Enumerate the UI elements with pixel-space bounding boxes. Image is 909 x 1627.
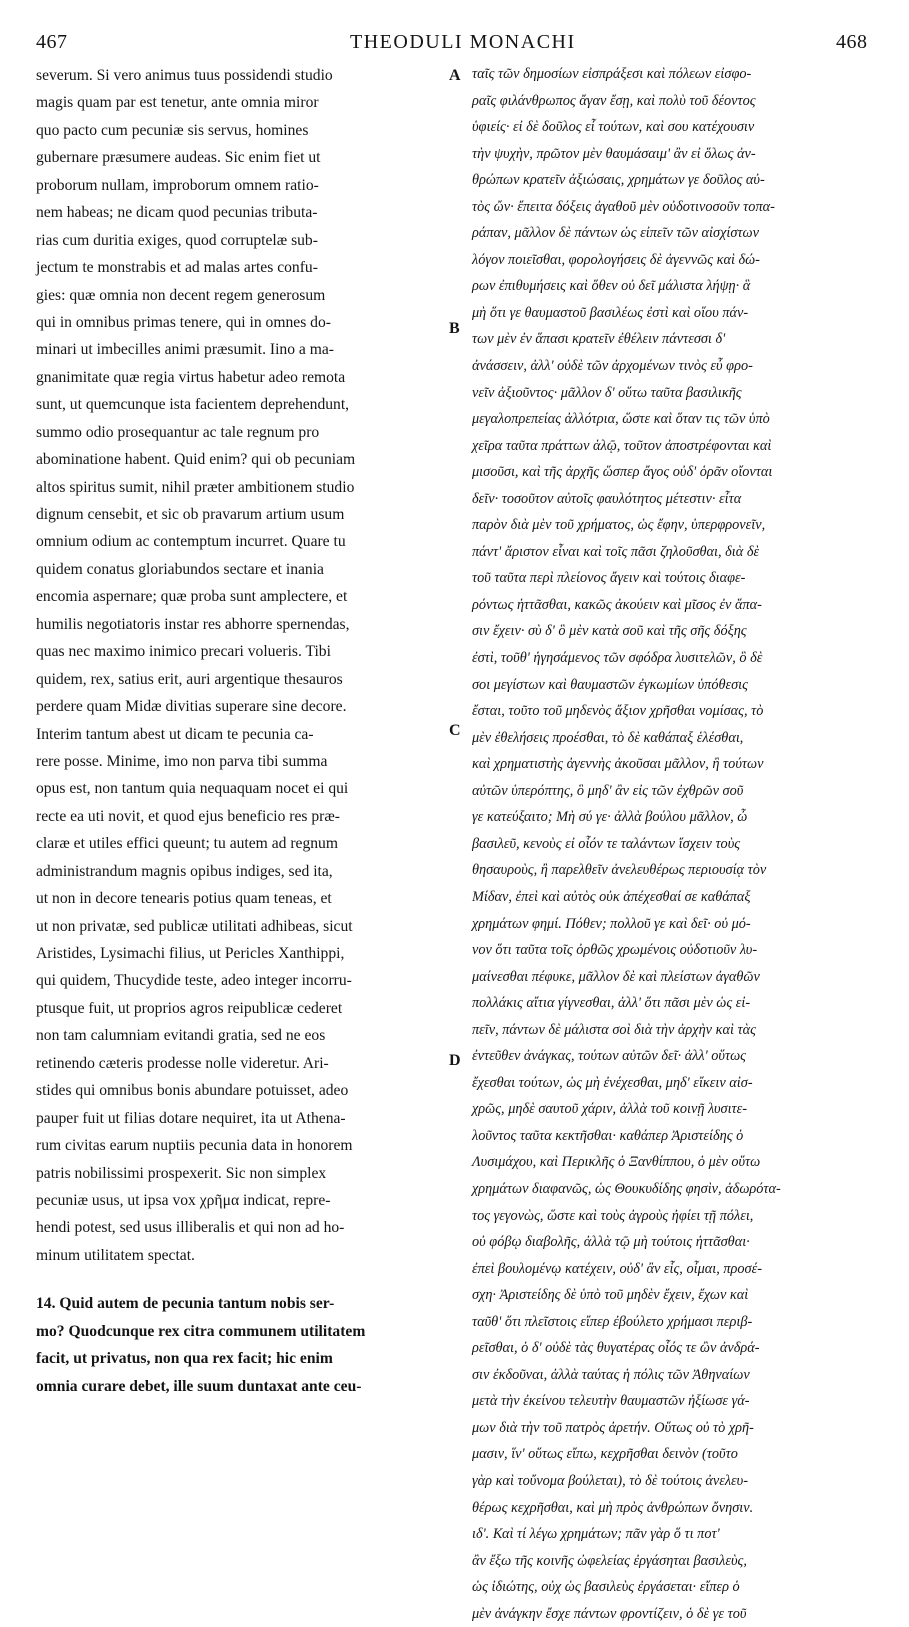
greek-column: [472, 61, 882, 1627]
greek-line: Μίδαν, ἐπεὶ καὶ αὐτὸς οὐκ ἀπέχεσθαί σε καθάπαξ: [472, 888, 751, 905]
latin-line: omnia curare debet, ille suum duntaxat ante ceu-: [36, 1377, 362, 1395]
latin-line: administrandum magnis opibus indiges, sed ita,: [36, 862, 333, 880]
latin-line: encomia aspernare; quæ proba sunt amplectere, et: [36, 588, 348, 606]
latin-line: opus est, non tantum quia nequaquam nocet ei qui: [36, 780, 349, 798]
greek-line: ἀνάσσειν, ἀλλ' οὐδὲ τῶν ἀρχομένων τινὸς εὖ φρο-: [472, 358, 753, 375]
greek-line: ἐπεὶ βουλομένῳ κατέχειν, οὐδ' ἂν εἷς, οἶμαι, προσέ-: [472, 1260, 762, 1277]
latin-line: quas nec maximo inimico precari volueris. Tibi: [36, 643, 331, 661]
latin-line: hendi potest, sed usus illiberalis et qui non ad ho-: [36, 1219, 345, 1237]
greek-line: Λυσιμάχου, καὶ Περικλῆς ὁ Ξανθίππου, ὁ μὲν οὕτω: [472, 1154, 761, 1171]
latin-line: pauper fuit ut filias dotare nequiret, ita ut Athena-: [36, 1109, 346, 1127]
greek-line: τὴν ψυχὴν, πρῶτον μὲν θαυμάσαιμ' ἂν εἰ ὅλως ἀν-: [472, 145, 756, 162]
greek-line: αὐτῶν ὑπερόπτης, ὃ μηδ' ἂν εἰς τῶν ἐχθρῶν σοῦ: [472, 782, 744, 799]
greek-line: θησαυροὺς, ἢ παρελθεῖν ἀνελευθέρως περιουσίᾳ τὸν: [472, 862, 767, 879]
greek-line: λόγον ποιεῖσθαι, φορολογήσεις δὲ ἀγεννῶς καὶ δώ-: [472, 251, 760, 268]
latin-line: humilis negotiatoris instar res abhorre spernendas,: [36, 615, 350, 633]
page-number-right: 468: [836, 31, 868, 53]
greek-line: ρων ἐπιθυμήσεις καὶ ὅθεν οὐ δεῖ μάλιστα λήψῃ· ἃ: [472, 278, 751, 295]
greek-line: ἂν ἔξω τῆς κοινῆς ὠφελείας ἐργάσηται βασιλεὺς,: [472, 1552, 747, 1569]
latin-line: minari ut imbecilles animi præsumit. Iino a ma-: [36, 341, 334, 359]
greek-line: ιδ'. Καὶ τί λέγω χρημάτων; πᾶν γὰρ ὅ τι ποτ': [472, 1526, 720, 1543]
running-title: THEODULI MONACHI: [350, 31, 576, 53]
greek-line: νον ὅτι ταῦτα τοῖς ὀρθῶς χρωμένοις οὐδοτιοῦν λυ-: [472, 942, 758, 959]
greek-line: λοῦντος ταῦτα κεκτῆσθαι· καθάπερ Ἀριστείδης ὁ: [472, 1127, 744, 1144]
greek-line: βασιλεῦ, κενοὺς εἰ οἷόν τε ταλάντων ἴσχειν τοὺς: [472, 835, 741, 852]
greek-line: ὑφιείς· εἰ δὲ δοῦλος εἶ τούτων, καὶ σου κατέχουσιν: [472, 119, 755, 136]
greek-line: τοῦ ταῦτα περὶ πλείονος ἄγειν καὶ τούτοις διαφε-: [472, 570, 746, 587]
greek-line: μὴ ὅτι γε θαυμαστοῦ βασιλέως ἐστὶ καὶ οἵου πάν-: [472, 304, 749, 321]
greek-line: των μὲν ἐν ἅπασι κρατεῖν ἐθέλειν πάντεσσι δ': [472, 331, 726, 348]
latin-line: retinendo cæteris prodesse nolle videretur. Ari-: [36, 1054, 329, 1072]
margin-letter-c: C: [449, 722, 461, 739]
latin-line: claræ et utiles effici queunt; tu autem ad regnum: [36, 835, 338, 853]
greek-line: πάντ' ἄριστον εἶναι καὶ τοῖς πᾶσι ζηλοῦσθαι, διὰ δὲ: [472, 543, 760, 560]
latin-line: stides qui omnibus bonis abundare potuisset, adeo: [36, 1082, 349, 1100]
greek-line: μὲν ἐθελήσεις προέσθαι, τὸ δὲ καθάπαξ ἑλέσθαι,: [472, 729, 744, 746]
latin-line: mo? Quodcunque rex citra communem utilitatem: [36, 1322, 366, 1340]
latin-column: [36, 62, 448, 1400]
greek-line: σχη· Ἀριστείδης δὲ ὑπὸ τοῦ μηδὲν ἔχειν, ἔχων καὶ: [472, 1287, 749, 1304]
latin-line: Aristides, Lysimachi filius, ut Pericles Xanthippi,: [36, 945, 345, 962]
greek-line: χρῶς, μηδὲ σαυτοῦ χάριν, ἀλλὰ τοῦ κοινῇ λυσιτε-: [472, 1101, 748, 1118]
greek-line: ἔχεσθαι τούτων, ὡς μὴ ἐνέχεσθαι, μηδ' εἴκειν αἰσ-: [472, 1074, 753, 1091]
greek-line: πεῖν, πάντων δὲ μάλιστα σοὶ διὰ τὴν ἀρχὴν καὶ τὰς: [472, 1021, 756, 1038]
latin-line: non tam calumniam evitandi gratia, sed ne eos: [36, 1027, 326, 1045]
greek-line: μαίνεσθαι πέφυκε, μᾶλλον δὲ καὶ πλείστων ἀγαθῶν: [472, 968, 760, 985]
greek-line: μὲν ἀνάγκην ἔσχε πάντων φροντίζειν, ὁ δὲ γε τοῦ: [472, 1605, 747, 1622]
greek-line: ἐντεῦθεν ἀνάγκας, τούτων αὐτῶν δεῖ· ἀλλ' οὕτως: [472, 1048, 746, 1065]
latin-line: ut non in decore tenearis potius quam teneas, et: [36, 890, 332, 908]
latin-line: ut non privatæ, sed publicæ utilitati adhibeas, sicut: [36, 917, 353, 935]
greek-line: παρὸν διὰ μὲν τοῦ χρήματος, ὡς ἔφην, ὑπερφρονεῖν,: [472, 517, 766, 534]
greek-line: χεῖρα ταῦτα πράττων ἁλῷ, τοῦτον ἀποστρέφονται καὶ: [472, 437, 772, 454]
greek-line: ἔσται, τοῦτο τοῦ μηδενὸς ἄξιον χρῆσθαι νομίσας, τὸ: [472, 703, 764, 720]
latin-line: Interim tantum abest ut dicam te pecunia ca-: [36, 725, 314, 743]
greek-line: μετὰ τὴν ἐκείνου τελευτὴν θαυμαστῶν ἠξίωσε γά-: [472, 1393, 750, 1410]
latin-line: facit, ut privatus, non qua rex facit; hic enim: [36, 1350, 333, 1368]
latin-line: minum utilitatem spectat.: [36, 1246, 195, 1264]
latin-line: jectum te monstrabis et ad malas artes confu-: [36, 259, 318, 277]
greek-line: σιν ἐκδοῦναι, ἀλλὰ ταύτας ἡ πόλις τῶν Ἀθηναίων: [472, 1366, 750, 1383]
latin-line: 14. Quid autem de pecunia tantum nobis ser-: [36, 1295, 335, 1313]
greek-line: γὰρ καὶ τοὔνομα βούλεται), τὸ δὲ τούτοις ἀνελευ-: [472, 1472, 748, 1489]
latin-line: summo odio prosequantur ac tale regnum pro: [36, 423, 320, 441]
latin-line: recte ea uti novit, et quod ejus beneficio res præ-: [36, 807, 340, 825]
margin-letter-a: A: [449, 67, 461, 84]
greek-line: τὸς ὤν· ἔπειτα δόξεις ἀγαθοῦ μὲν οὐδοτινοσοῦν τοπα-: [472, 198, 775, 215]
greek-line: σιν ἔχειν· σὺ δ' ὃ μὲν κατὰ σοῦ καὶ τῆς σῆς δόξης: [472, 623, 747, 640]
latin-line: dignum censebit, et sic ob pravarum artium usum: [36, 506, 345, 523]
latin-line: altos spiritus sumit, nihil præter ambitionem studio: [36, 478, 355, 496]
latin-line: pecuniæ usus, ut ipsa vox χρῆμα indicat, repre-: [36, 1191, 331, 1209]
greek-line: ρόντως ἡττᾶσθαι, κακῶς ἀκούειν καὶ μῖσος ἐν ἅπα-: [472, 596, 762, 613]
latin-line: ptusque fuit, ut proprios agros reipublicæ cederet: [36, 999, 343, 1017]
latin-line: nem habeas; ne dicam quod pecunias tributa-: [36, 204, 318, 222]
latin-line: patris nobilissimi prospexerit. Sic non simplex: [36, 1164, 327, 1182]
greek-line: ράπαν, μᾶλλον δὲ πάντων ὡς εἰπεῖν τῶν αἰσχίστων: [472, 225, 759, 242]
latin-line: omnium odium ac contemptum incurret. Quare tu: [36, 533, 346, 551]
greek-line: μεγαλοπρεπείας ἀλλότρια, ὥστε καὶ ὅταν τις τῶν ὑπὸ: [472, 411, 770, 428]
latin-line: gnanimitate quæ regia virtus habetur adeo remota: [36, 368, 346, 386]
latin-line: qui quidem, Thucydide teste, adeo integer incorru-: [36, 972, 352, 990]
greek-line: θέρως κεχρῆσθαι, καὶ μὴ πρὸς ἀνθρώπων ὄνησιν.: [472, 1499, 754, 1516]
page-number-left: 467: [36, 31, 68, 53]
greek-line: σοι μεγίστων καὶ θαυμαστῶν ἐγκωμίων ὑπόθεσις: [472, 676, 748, 693]
greek-line: οὐ φόβῳ διαβολῆς, ἀλλὰ τῷ μὴ τούτοις ἡττᾶσθαι·: [472, 1234, 750, 1251]
greek-line: θρώπων κρατεῖν ἀξιώσαις, χρημάτων γε δοῦλος αὐ-: [472, 172, 765, 189]
margin-letter-d: D: [449, 1052, 461, 1069]
greek-line: μισοῦσι, καὶ τῆς ἀρχῆς ὥσπερ ἄγος οὐδ' ὁρᾶν οἴονται: [472, 464, 773, 481]
latin-line: rere posse. Minime, imo non parva tibi summa: [36, 752, 328, 770]
greek-line: πολλάκις αἴτια γίγνεσθαι, ἀλλ' ὅτι πᾶσι μὲν ὡς εἰ-: [472, 995, 751, 1012]
latin-line: qui in omnibus primas tenere, qui in omnes do-: [36, 313, 331, 331]
greek-line: ταῦθ' ὅτι πλεῖστοις εἴπερ ἐβούλετο χρήμασι περιβ-: [472, 1313, 753, 1330]
greek-line: χρημάτων διαφανῶς, ὡς Θουκυδίδης φησὶν, ἀδωρότα-: [472, 1180, 781, 1197]
latin-line: sunt, ut quemcunque ista facientem deprehendunt,: [36, 396, 350, 414]
latin-line: rum civitas earum nuptiis pecunia data in honorem: [36, 1137, 353, 1155]
greek-line: γε κατεύξαιτο; Μὴ σύ γε· ἀλλὰ βούλου μᾶλλον, ὦ: [472, 809, 748, 826]
latin-line: gies: quæ omnia non decent regem generosum: [36, 286, 326, 304]
greek-line: ταῖς τῶν δημοσίων εἰσπράξεσι καὶ πόλεων εἰσφο-: [472, 66, 752, 82]
greek-line: δεῖν· τοσοῦτον αὐτοῖς φαυλότητος μέτεστιν· εἶτα: [472, 490, 742, 507]
latin-line: proborum nullam, improborum omnem ratio-: [36, 176, 319, 194]
margin-letter-b: B: [449, 320, 460, 337]
latin-line: abominatione habent. Quid enim? qui ob pecuniam: [36, 451, 356, 469]
greek-line: ρεῖσθαι, ὁ δ' οὐδὲ τὰς θυγατέρας οἷός τε ὢν ἀνδρά-: [472, 1340, 760, 1357]
latin-line: gubernare præsumere audeas. Sic enim fiet ut: [36, 149, 321, 167]
greek-line: νεῖν ἀξιοῦντος· μᾶλλον δ' οὕτω ταῦτα βασιλικῆς: [472, 384, 742, 401]
latin-line: quidem conatus gloriabundos sectare et inania: [36, 560, 324, 578]
greek-line: μασιν, ἵν' οὕτως εἴπω, κεχρῆσθαι δεινὸν (τοῦτο: [472, 1446, 738, 1463]
latin-line: perdere quam Midæ divitias superare sine decore.: [36, 698, 347, 716]
greek-line: ραῖς φιλάνθρωπος ἄγαν ἔσῃ, καὶ πολὺ τοῦ δέοντος: [472, 92, 756, 109]
latin-line: rias cum duritia exiges, quod corruptelæ sub-: [36, 231, 318, 249]
latin-line: quidem, rex, satius erit, auri argentique thesauros: [36, 670, 343, 688]
latin-line: quo pacto cum pecuniæ sis servus, homines: [36, 121, 309, 139]
greek-line: τος γεγονὼς, ὥστε καὶ τοὺς ἀγροὺς ἠφίει τῇ πόλει,: [472, 1207, 754, 1224]
greek-line: ὡς ἰδιώτης, οὐχ ὡς βασιλεὺς ἐργάσεται· εἴπερ ὁ: [472, 1579, 740, 1596]
latin-line: severum. Si vero animus tuus possidendi studio: [36, 67, 333, 84]
latin-line: magis quam par est tenetur, ante omnia miror: [36, 94, 319, 112]
greek-line: καὶ χρηματιστὴς ἀγεννὴς ἀκοῦσαι μᾶλλον, ἢ τούτων: [472, 756, 764, 773]
greek-line: μων διὰ τὴν τοῦ πατρὸς ἀρετήν. Οὕτως οὐ τὸ χρῆ-: [472, 1419, 754, 1436]
greek-line: χρημάτων φημί. Πόθεν; πολλοῦ γε καὶ δεῖ· οὐ μό-: [472, 915, 751, 932]
greek-line: ἐστὶ, τοῦθ' ἡγησάμενος τῶν σφόδρα λυσιτελῶν, ὃ δὲ: [472, 650, 763, 667]
